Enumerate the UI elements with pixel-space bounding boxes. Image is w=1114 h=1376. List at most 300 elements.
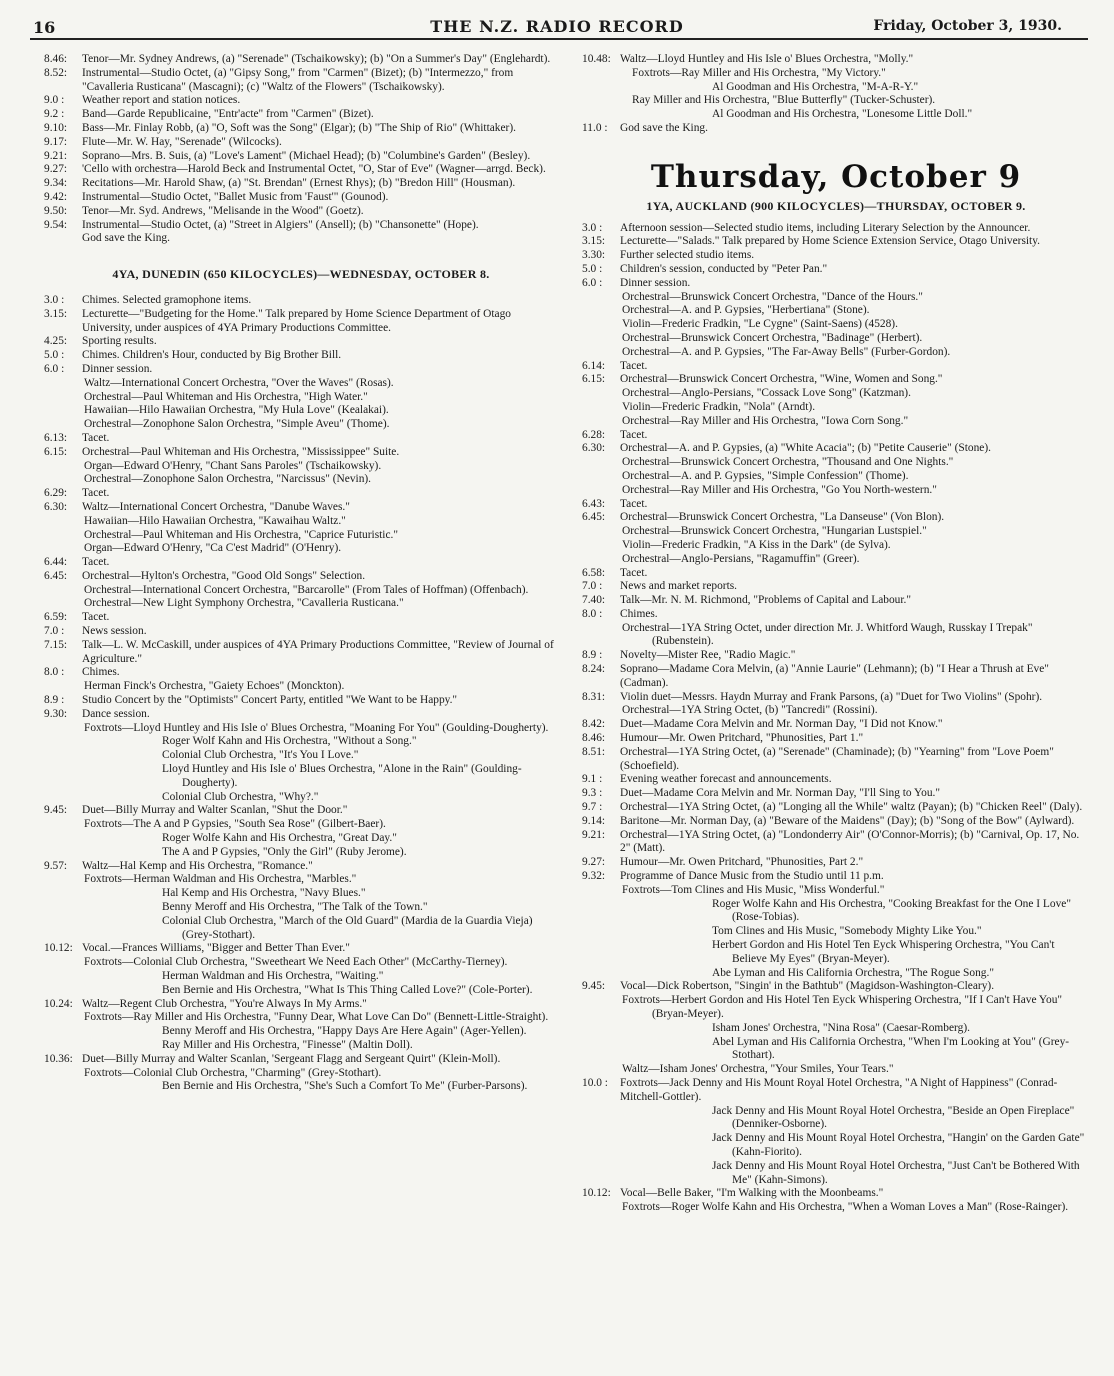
entry-time: 3.15:: [44, 307, 68, 320]
entry-text: Weather report and station notices.: [82, 94, 241, 107]
entry-text: Foxtrots—Ray Miller and His Orchestra, "My Victory.": [632, 66, 886, 79]
entry-text: Violin—Frederic Fradkin, "Nola" (Arndt).: [622, 400, 816, 413]
entry-text: Waltz—Hal Kemp and His Orchestra, "Romance.": [82, 859, 313, 872]
entry-text: Lecturette—"Salads." Talk prepared by Home Science Extension Service, Otago University.: [620, 235, 1041, 248]
entry-text: Waltz—Regent Club Orchestra, "You're Always In My Arms.": [82, 997, 367, 1010]
entry-time: 9.0 :: [44, 94, 65, 107]
programme-entry: [582, 304, 1090, 318]
entry-time: 8.9 :: [582, 649, 603, 662]
entry-text: Tacet.: [82, 611, 110, 624]
programme-entry: [582, 442, 1090, 456]
entry-time: 8.46:: [44, 53, 68, 65]
entry-text: Isham Jones' Orchestra, "Nina Rosa" (Caesar-Romberg).: [712, 1021, 970, 1034]
programme-entry: [44, 219, 558, 233]
programme-entry: [44, 708, 558, 722]
header-rule: [30, 38, 1088, 40]
entry-time: 9.32:: [582, 870, 606, 883]
programme-entry: [44, 205, 558, 219]
entry-text: Bass—Mr. Finlay Robb, (a) "O, Soft was the Song" (Elgar); (b) "The Ship of Rio" (Whittaker).: [82, 121, 516, 134]
entry-text: Orchestral—1YA String Octet, under direction Mr. J. Whitford Waugh, Russkay I Trepak" (Rubenstein).: [622, 621, 1033, 648]
programme-entry: [44, 680, 558, 694]
entry-time: 11.0 :: [582, 121, 608, 134]
entry-text: Hawaiian—Hilo Hawaiian Orchestra, "My Hula Love" (Kealakai).: [84, 404, 389, 417]
entry-text: Abe Lyman and His California Orchestra, "The Rogue Song.": [712, 966, 994, 979]
entry-text: Talk—Mr. N. M. Richmond, "Problems of Capital and Labour.": [620, 594, 912, 607]
entry-text: Orchestral—A. and P. Gypsies, "The Far-Away Bells" (Furber-Gordon).: [622, 345, 951, 358]
programme-entry: [582, 787, 1090, 801]
programme-entry: [582, 704, 1090, 718]
entry-time: 6.58:: [582, 566, 606, 579]
programme-entry: [582, 373, 1090, 387]
programme-entry: [44, 122, 558, 136]
entry-text: Lloyd Huntley and His Isle o' Blues Orchestra, "Alone in the Rain" (Goulding-Dougherty).: [162, 763, 522, 789]
entry-text: News session.: [82, 625, 147, 638]
programme-entry: [582, 263, 1090, 277]
entry-text: Orchestral—1YA String Octet, (a) "Londonderry Air" (O'Connor-Morris); (b) "Carnival, Op. 17, No. 2" (Matt).: [620, 828, 1080, 855]
entry-text: Talk—L. W. McCaskill, under auspices of 4YA Primary Productions Committee, "Review of Journal of Agriculture.": [82, 638, 554, 665]
entry-text: Al Goodman and His Orchestra, "Lonesome Little Doll.": [712, 108, 973, 121]
programme-entry: [582, 1105, 1090, 1133]
programme-entry: [582, 1201, 1090, 1215]
programme-entry: [582, 81, 1090, 95]
programme-entry: [582, 967, 1090, 981]
entry-text: Orchestral—A. and P. Gypsies, "Herbertiana" (Stone).: [622, 304, 870, 317]
programme-entry: [44, 818, 558, 832]
entry-text: God save the King.: [620, 121, 708, 134]
entry-text: Orchestral—Zonophone Salon Orchestra, "Narcissus" (Nevin).: [84, 473, 372, 486]
programme-entry: [582, 746, 1090, 774]
programme-entry: [582, 925, 1090, 939]
programme-entry: [44, 735, 558, 749]
programme-entry: [44, 970, 558, 984]
programme-entry: [582, 456, 1090, 470]
programme-entry: [44, 1039, 558, 1053]
entry-text: Orchestral—Hylton's Orchestra, "Good Old Songs" Selection.: [82, 569, 366, 582]
entry-time: 3.30:: [582, 249, 606, 262]
entry-text: Tacet.: [82, 556, 110, 569]
programme-entry: [44, 956, 558, 970]
entry-text: Afternoon session—Selected studio items, including Literary Selection by the Announcer.: [620, 221, 1031, 234]
entry-time: 9.1 :: [582, 773, 603, 786]
programme-entry: [44, 163, 558, 177]
entry-time: 8.31:: [582, 690, 606, 703]
entry-time: 9.50:: [44, 204, 68, 217]
entry-text: Colonial Club Orchestra, "March of the Old Guard" (Mardia de la Guardia Vieja) (Grey-Stothart).: [162, 914, 533, 941]
entry-time: 6.0 :: [582, 276, 603, 289]
entry-text: Tacet.: [620, 359, 648, 372]
entry-time: 9.7 :: [582, 801, 603, 814]
entry-text: Dinner session.: [620, 276, 691, 289]
entry-text: Further selected studio items.: [620, 249, 755, 262]
entry-text: Chimes.: [82, 666, 120, 679]
programme-entry: [582, 387, 1090, 401]
entry-text: Orchestral—Anglo-Persians, "Cossack Love Song" (Katzman).: [622, 387, 911, 400]
entry-text: Al Goodman and His Orchestra, "M-A-R-Y.": [712, 80, 919, 93]
entry-time: 9.45:: [44, 804, 68, 817]
programme-entry: [44, 529, 558, 543]
programme-entry: [582, 484, 1090, 498]
entry-text: Tacet.: [620, 428, 648, 441]
entry-text: Orchestral—International Concert Orchestra, "Barcarolle" (From Tales of Hoffman) (Offenbach).: [84, 583, 529, 596]
entry-text: Orchestral—1YA String Octet, (b) "Tancredi" (Rossini).: [622, 704, 878, 717]
entry-time: 3.15:: [582, 235, 606, 248]
entry-time: 8.51:: [582, 745, 606, 758]
entry-text: News and market reports.: [620, 580, 738, 593]
programme-entry: [582, 277, 1090, 291]
entry-text: Foxtrots—Colonial Club Orchestra, "Sweetheart We Need Each Other" (McCarthy-Tierney).: [84, 956, 508, 969]
entry-time: 6.43:: [582, 497, 606, 510]
entry-text: Band—Garde Republicaine, "Entr'acte" from "Carmen" (Bizet).: [82, 108, 374, 121]
entry-time: 8.46:: [582, 732, 606, 745]
programme-entry: [44, 53, 558, 67]
entry-text: Foxtrots—The A and P Gypsies, "South Sea Rose" (Gilbert-Baer).: [84, 818, 386, 831]
entry-time: 9.10:: [44, 121, 68, 134]
left-intro-listings: [44, 53, 558, 246]
entry-text: Chimes. Children's Hour, conducted by Big Brother Bill.: [82, 349, 342, 362]
entry-time: 6.45:: [582, 511, 606, 524]
programme-entry: [44, 473, 558, 487]
programme-entry: [44, 901, 558, 915]
programme-entry: [44, 694, 558, 708]
entry-text: Duet—Madame Cora Melvin and Mr. Norman Day, "I Did not Know.": [620, 718, 943, 731]
programme-entry: [44, 67, 558, 95]
entry-text: Tenor—Mr. Sydney Andrews, (a) "Serenade" (Tschaikowsky); (b) "On a Summer's Day" (Englehardt).: [82, 53, 551, 65]
programme-entry: [44, 136, 558, 150]
entry-text: Tacet.: [620, 497, 648, 510]
entry-text: Abel Lyman and His California Orchestra, "When I'm Looking at You" (Grey-Stothart).: [712, 1035, 1070, 1062]
entry-text: Foxtrots—Ray Miller and His Orchestra, "Funny Dear, What Love Can Do" (Bennett-Little-Straight).: [84, 1011, 549, 1024]
programme-entry: [44, 666, 558, 680]
programme-entry: [582, 415, 1090, 429]
programme-entry: [582, 498, 1090, 512]
programme-entry: [582, 718, 1090, 732]
programme-entry: [582, 622, 1090, 650]
programme-entry: [582, 939, 1090, 967]
entry-text: Vocal.—Frances Williams, "Bigger and Better Than Ever.": [82, 942, 350, 955]
programme-entry: [582, 318, 1090, 332]
entry-time: 10.12:: [582, 1187, 611, 1200]
programme-entry: [44, 308, 558, 336]
programme-entry: [582, 470, 1090, 484]
programme-entry: [44, 1011, 558, 1025]
programme-entry: [44, 294, 558, 308]
programme-entry: [44, 150, 558, 164]
programme-entry: [582, 291, 1090, 305]
entry-text: Violin duet—Messrs. Haydn Murray and Frank Parsons, (a) "Duet for Two Violins" (Spohr).: [620, 690, 1043, 703]
entry-text: Foxtrots—Roger Wolfe Kahn and His Orchestra, "When a Woman Loves a Man" (Rose-Rainger).: [622, 1201, 1069, 1214]
entry-text: Programme of Dance Music from the Studio until 11 p.m.: [620, 870, 884, 883]
programme-entry: [582, 870, 1090, 884]
entry-text: Violin—Frederic Fradkin, "A Kiss in the Dark" (de Sylva).: [622, 538, 891, 551]
entry-time: 6.13:: [44, 431, 68, 444]
programme-entry: [44, 556, 558, 570]
entry-time: 9.54:: [44, 218, 68, 231]
entry-text: Soprano—Madame Cora Melvin, (a) "Annie Laurie" (Lehmann); (b) "I Hear a Thrush at Eve" (Cadman).: [620, 663, 1049, 689]
entry-text: Benny Meroff and His Orchestra, "The Talk of the Town.": [162, 901, 428, 914]
programme-entry: [582, 580, 1090, 594]
programme-entry: [582, 856, 1090, 870]
programme-entry: [44, 460, 558, 474]
entry-text: Lecturette—"Budgeting for the Home." Talk prepared by Home Science Department of Otago University, under auspices of 4YA Primary Productions Committee.: [82, 307, 511, 334]
entry-text: Flute—Mr. W. Hay, "Serenade" (Wilcocks).: [82, 135, 282, 148]
programme-entry: [44, 611, 558, 625]
entry-text: Orchestral—Paul Whiteman and His Orchestra, "High Water.": [84, 390, 368, 403]
entry-time: 6.30:: [44, 500, 68, 513]
programme-entry: [44, 487, 558, 501]
entry-text: Chimes.: [620, 607, 658, 620]
right-intro-listings: [582, 53, 1090, 136]
entry-time: 9.21:: [582, 828, 606, 841]
programme-entry: [44, 873, 558, 887]
entry-text: Chimes. Selected gramophone items.: [82, 293, 252, 306]
entry-time: 6.0 :: [44, 362, 65, 375]
programme-entry: [44, 639, 558, 667]
entry-text: Hal Kemp and His Orchestra, "Navy Blues.": [162, 887, 366, 900]
programme-entry: [582, 429, 1090, 443]
entry-time: 10.36:: [44, 1052, 73, 1065]
entry-text: Orchestral—Brunswick Concert Orchestra, "Wine, Women and Song.": [620, 373, 943, 386]
programme-entry: [44, 391, 558, 405]
programme-entry: [582, 567, 1090, 581]
entry-text: Ray Miller and His Orchestra, "Finesse" (Maltin Doll).: [162, 1038, 413, 1051]
entry-time: 9.57:: [44, 859, 68, 872]
programme-entry: [582, 511, 1090, 525]
entry-text: Colonial Club Orchestra, "It's You I Love.": [162, 749, 359, 762]
entry-text: Roger Wolfe Kahn and His Orchestra, "Great Day.": [162, 832, 397, 845]
entry-text: Soprano—Mrs. B. Suis, (a) "Love's Lament" (Michael Head); (b) "Columbine's Garden" (Besley).: [82, 149, 531, 162]
entry-text: Orchestral—Anglo-Persians, "Ragamuffin" (Greer).: [622, 552, 860, 565]
programme-entry: [44, 1067, 558, 1081]
left-column: [44, 53, 558, 1094]
entry-time: 6.14:: [582, 359, 606, 372]
entry-text: Duet—Madame Cora Melvin and Mr. Norman Day, "I'll Sing to You.": [620, 787, 941, 800]
programme-entry: [44, 832, 558, 846]
entry-text: Foxtrots—Lloyd Huntley and His Isle o' Blues Orchestra, "Moaning For You" (Goulding-Dougherty).: [84, 721, 549, 734]
entry-text: Baritone—Mr. Norman Day, (a) "Beware of the Maidens" (Day); (b) "Song of the Bow" (Aylward).: [620, 814, 1075, 827]
entry-text: Roger Wolf Kahn and His Orchestra, "Without a Song.": [162, 735, 417, 748]
programme-1ya: [582, 222, 1090, 1215]
entry-text: Organ—Edward O'Henry, "Ca C'est Madrid" (O'Henry).: [84, 542, 342, 555]
programme-entry: [44, 846, 558, 860]
programme-entry: [44, 887, 558, 901]
entry-text: Orchestral—Brunswick Concert Orchestra, "Hungarian Lustspiel.": [622, 525, 927, 538]
entry-time: 10.48:: [582, 53, 611, 65]
entry-time: 6.29:: [44, 487, 68, 500]
programme-entry: [582, 222, 1090, 236]
entry-text: Humour—Mr. Owen Pritchard, "Phunosities, Part 1.": [620, 732, 864, 745]
programme-entry: [44, 597, 558, 611]
programme-entry: [44, 108, 558, 122]
programme-entry: [44, 177, 558, 191]
entry-text: Orchestral—Brunswick Concert Orchestra, "Dance of the Hours.": [622, 290, 923, 303]
programme-entry: [582, 898, 1090, 926]
programme-entry: [44, 984, 558, 998]
programme-entry: [44, 501, 558, 515]
entry-text: Duet—Billy Murray and Walter Scanlan, "Shut the Door.": [82, 804, 348, 817]
programme-entry: [582, 829, 1090, 857]
entry-time: 10.12:: [44, 942, 73, 955]
programme-entry: [44, 418, 558, 432]
entry-time: 6.45:: [44, 569, 68, 582]
entry-text: Orchestral—Paul Whiteman and His Orchestra, "Caprice Futuristic.": [84, 528, 399, 541]
entry-time: 10.0 :: [582, 1076, 608, 1089]
programme-entry: [44, 542, 558, 556]
programme-entry: [44, 446, 558, 460]
programme-entry: [582, 1187, 1090, 1201]
entry-text: Dance session.: [82, 707, 150, 720]
programme-4ya: [44, 294, 558, 1094]
programme-entry: [44, 915, 558, 943]
entry-time: 9.27:: [44, 163, 68, 176]
entry-text: Herman Waldman and His Orchestra, "Waiting.": [162, 970, 384, 982]
programme-entry: [582, 594, 1090, 608]
entry-text: Foxtrots—Herman Waldman and His Orchestra, "Marbles.": [84, 873, 357, 886]
programme-entry: [44, 763, 558, 791]
programme-entry: [582, 980, 1090, 994]
entry-text: Instrumental—Studio Octet, (a) "Street in Algiers" (Ansell); (b) "Chansonette" (Hope).: [82, 218, 479, 231]
entry-text: Vocal—Dick Robertson, "Singin' in the Bathtub" (Magidson-Washington-Cleary).: [620, 980, 995, 993]
entry-text: Herbert Gordon and His Hotel Ten Eyck Whispering Orchestra, "You Can't Believe My Eyes" (Bryan-Meyer).: [712, 939, 1055, 965]
programme-entry: [582, 608, 1090, 622]
programme-entry: [44, 191, 558, 205]
programme-entry: [44, 432, 558, 446]
entry-time: 7.40:: [582, 594, 606, 607]
entry-text: Orchestral—Brunswick Concert Orchestra, "Thousand and One Nights.": [622, 456, 954, 469]
programme-entry: [582, 94, 1090, 108]
day-heading: Thursday, October 9: [650, 158, 1022, 195]
entry-text: Tacet.: [82, 431, 110, 444]
programme-entry: [582, 346, 1090, 360]
programme-entry: [582, 884, 1090, 898]
programme-entry: [44, 1080, 558, 1094]
publication-title: THE N.Z. RADIO RECORD: [430, 17, 684, 36]
programme-entry: [44, 584, 558, 598]
entry-text: Orchestral—Zonophone Salon Orchestra, "Simple Aveu" (Thome).: [84, 418, 390, 431]
entry-time: 9.21:: [44, 149, 68, 162]
entry-text: Orchestral—Ray Miller and His Orchestra, "Go You North-western.": [622, 483, 937, 496]
entry-text: Waltz—International Concert Orchestra, "Over the Waves" (Rosas).: [84, 376, 394, 389]
entry-time: 4.25:: [44, 335, 68, 348]
programme-entry: [44, 1025, 558, 1039]
programme-entry: [582, 235, 1090, 249]
programme-entry: [44, 722, 558, 736]
entry-text: Dinner session.: [82, 362, 153, 375]
programme-entry: [582, 815, 1090, 829]
entry-text: Instrumental—Studio Octet, (a) "Gipsy Song," from "Carmen" (Bizet); (b) "Intermezzo," from "Cavalleria Rusticana" (Mascagni); (c) "Waltz of the Flowers" (Tschaikowsky).: [82, 66, 514, 93]
entry-time: 6.15:: [44, 445, 68, 458]
entry-time: 7.15:: [44, 638, 68, 651]
station-heading-1ya: 1YA, AUCKLAND (900 KILOCYCLES)—THURSDAY, OCTOBER 9.: [646, 198, 1026, 213]
entry-text: Foxtrots—Colonial Club Orchestra, "Charming" (Grey-Stothart).: [84, 1066, 382, 1079]
entry-text: Jack Denny and His Mount Royal Hotel Orchestra, "Beside an Open Fireplace" (Denniker-Osborne).: [712, 1104, 1075, 1131]
entry-time: 7.0 :: [582, 580, 603, 593]
programme-entry: [582, 249, 1090, 263]
entry-text: Ben Bernie and His Orchestra, "What Is This Thing Called Love?" (Cole-Porter).: [162, 983, 533, 996]
programme-entry: [582, 801, 1090, 815]
entry-text: Tacet.: [82, 487, 110, 500]
entry-text: Violin—Frederic Fradkin, "Le Cygne" (Saint-Saens) (4528).: [622, 318, 898, 331]
entry-text: 'Cello with orchestra—Harold Beck and Instrumental Octet, "O, Star of Eve" (Wagner—arrgd. Beck).: [82, 163, 546, 176]
programme-entry: [582, 773, 1090, 787]
entry-text: Orchestral—Brunswick Concert Orchestra, "Badinage" (Herbert).: [622, 331, 923, 344]
entry-time: 6.30:: [582, 442, 606, 455]
entry-text: Ben Bernie and His Orchestra, "She's Such a Comfort To Me" (Furber-Parsons).: [162, 1080, 528, 1093]
programme-entry: [44, 749, 558, 763]
entry-time: 6.44:: [44, 556, 68, 569]
programme-entry: [582, 1036, 1090, 1064]
programme-entry: [582, 401, 1090, 415]
programme-entry: [582, 691, 1090, 705]
entry-time: 10.24:: [44, 997, 73, 1010]
entry-time: 9.17:: [44, 135, 68, 148]
programme-entry: [582, 1022, 1090, 1036]
station-heading-4ya: 4YA, DUNEDIN (650 KILOCYCLES)—WEDNESDAY, OCTOBER 8.: [112, 267, 490, 282]
entry-text: Organ—Edward O'Henry, "Chant Sans Paroles" (Tschaikowsky).: [84, 459, 382, 472]
entry-time: 8.52:: [44, 66, 68, 79]
entry-text: Benny Meroff and His Orchestra, "Happy Days Are Here Again" (Ager-Yellen).: [162, 1025, 527, 1038]
entry-time: 9.2 :: [44, 108, 65, 121]
programme-entry: [582, 122, 1090, 136]
entry-text: Foxtrots—Herbert Gordon and His Hotel Ten Eyck Whispering Orchestra, "If I Can't Have You" (Bryan-Meyer).: [622, 994, 1063, 1020]
entry-time: 9.34:: [44, 177, 68, 190]
entry-time: 8.42:: [582, 718, 606, 731]
programme-entry: [44, 94, 558, 108]
programme-entry: [582, 53, 1090, 67]
entry-time: 9.14:: [582, 814, 606, 827]
entry-text: Orchestral—Ray Miller and His Orchestra, "Iowa Corn Song.": [622, 414, 909, 427]
entry-text: Novelty—Mister Ree, "Radio Magic.": [620, 649, 796, 662]
entry-time: 8.0 :: [44, 666, 65, 679]
entry-text: Children's session, conducted by "Peter Pan.": [620, 262, 828, 275]
entry-text: Studio Concert by the "Optimists" Concert Party, entitled "We Want to be Happy.": [82, 694, 458, 707]
programme-entry: [582, 67, 1090, 81]
programme-entry: [582, 360, 1090, 374]
entry-text: Orchestral—Brunswick Concert Orchestra, "La Danseuse" (Von Blon).: [620, 511, 945, 524]
entry-text: Instrumental—Studio Octet, "Ballet Music from 'Faust'" (Gounod).: [82, 190, 389, 203]
programme-entry: [582, 1077, 1090, 1105]
entry-time: 6.28:: [582, 428, 606, 441]
entry-text: Colonial Club Orchestra, "Why?.": [162, 790, 319, 803]
programme-entry: [44, 860, 558, 874]
entry-time: 3.0 :: [44, 293, 65, 306]
entry-time: 9.27:: [582, 856, 606, 869]
page-number: 16: [33, 18, 56, 37]
programme-entry: [582, 1160, 1090, 1188]
programme-entry: [44, 349, 558, 363]
entry-time: 7.0 :: [44, 625, 65, 638]
entry-text: Humour—Mr. Owen Pritchard, "Phunosities, Part 2.": [620, 856, 864, 869]
entry-text: Orchestral—A. and P. Gypsies, "Simple Confession" (Thome).: [622, 469, 909, 482]
programme-entry: [44, 570, 558, 584]
programme-entry: [44, 232, 558, 246]
programme-entry: [44, 942, 558, 956]
entry-text: Orchestral—1YA String Octet, (a) "Longing all the While" waltz (Payan); (b) "Chicken Reel" (Daly).: [620, 801, 1083, 814]
entry-time: 8.24:: [582, 663, 606, 676]
entry-text: Waltz—Isham Jones' Orchestra, "Your Smiles, Your Tears.": [622, 1063, 894, 1076]
entry-text: Hawaiian—Hilo Hawaiian Orchestra, "Kawaihau Waltz.": [84, 514, 346, 527]
programme-entry: [582, 994, 1090, 1022]
entry-time: 8.9 :: [44, 694, 65, 707]
entry-text: Evening weather forecast and announcements.: [620, 773, 832, 786]
programme-entry: [582, 732, 1090, 746]
entry-text: Waltz—International Concert Orchestra, "Danube Waves.": [82, 500, 350, 513]
programme-entry: [582, 539, 1090, 553]
programme-entry: [44, 377, 558, 391]
programme-entry: [582, 663, 1090, 691]
entry-text: Orchestral—1YA String Octet, (a) "Serenade" (Chaminade); (b) "Yearning" from "Love Poem" (Schoefield).: [620, 745, 1054, 772]
issue-date: Friday, October 3, 1930.: [873, 18, 1062, 34]
entry-text: Jack Denny and His Mount Royal Hotel Orchestra, "Hangin' on the Garden Gate" (Kahn-Fiorito).: [712, 1132, 1085, 1158]
